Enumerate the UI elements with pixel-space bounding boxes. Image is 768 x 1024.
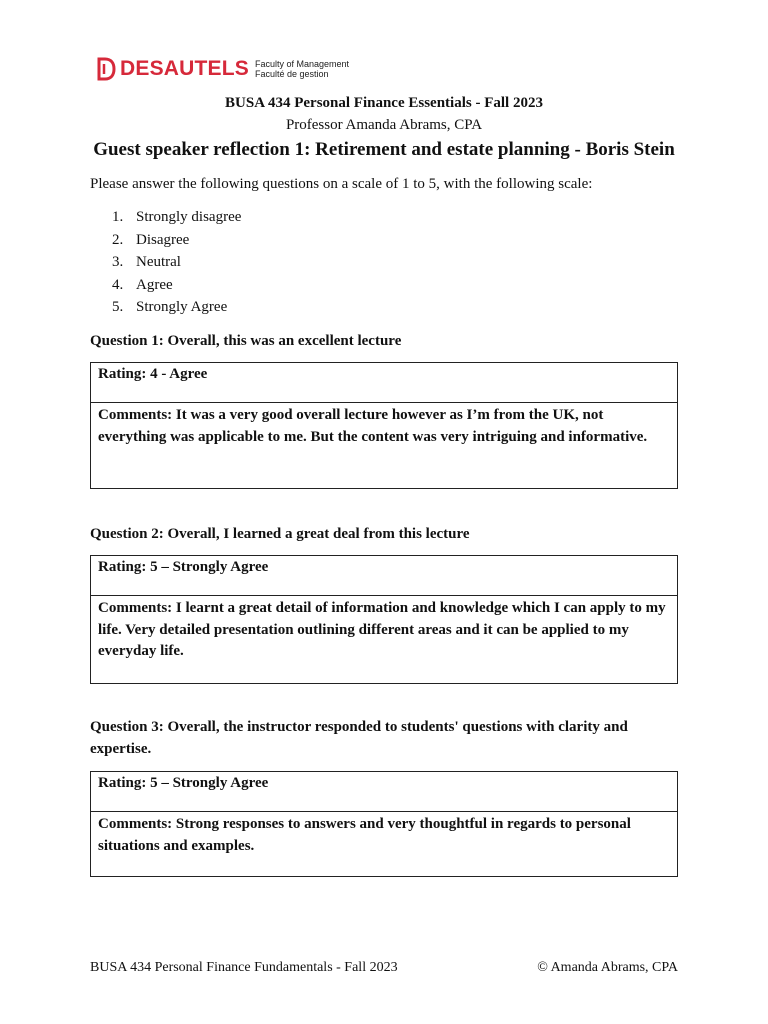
- desautels-logo: [96, 56, 349, 82]
- question-2-comments: Comments: I learnt a great detail of information and knowledge which I can apply to my life. Very detailed presentation outlining different areas and it can be applied to my everyday life.: [98, 600, 666, 659]
- scale-number: 1.: [112, 209, 124, 225]
- logo-subtitle-line2: Faculté de gestion: [254, 69, 329, 79]
- question-1-rating: Rating: 4 - Agree: [91, 363, 677, 403]
- footer-copyright: © Amanda Abrams, CPA: [537, 960, 678, 975]
- scale-number: 5.: [112, 299, 124, 316]
- scale-number: 2.: [112, 231, 124, 248]
- page-title: Guest speaker reflection 1: Retirement and estate planning - Boris Stein: [93, 139, 675, 160]
- scale-item: [112, 296, 241, 319]
- scale-label: Strongly Agree: [136, 299, 228, 316]
- logo-wordmark: DESAUTELS: [120, 57, 249, 80]
- question-2-text: Question 2: Overall, I learned a great deal from this lecture: [90, 526, 470, 542]
- logo-subtitle: [255, 59, 349, 79]
- scale-label: Strongly disagree: [136, 209, 242, 225]
- question-1-answer-box: [90, 362, 678, 489]
- logo-subtitle-line1: Faculty of Management: [254, 59, 350, 69]
- scale-item: [112, 206, 241, 229]
- scale-number: 3.: [112, 254, 124, 271]
- footer-course: BUSA 434 Personal Finance Fundamentals - Fall 2023: [90, 960, 398, 975]
- question-2-answer-box: [90, 555, 678, 684]
- scale-item: [112, 251, 241, 274]
- professor-name: Professor Amanda Abrams, CPA: [285, 117, 483, 133]
- question-3-rating: Rating: 5 – Strongly Agree: [91, 772, 677, 812]
- question-3-answer-box: [90, 771, 678, 877]
- course-title: BUSA 434 Personal Finance Essentials - Fall 2023: [225, 95, 543, 111]
- scale-label: Disagree: [136, 231, 190, 248]
- scale-label: Agree: [136, 276, 173, 293]
- rating-scale-list: [112, 206, 241, 319]
- question-3-comments: Comments: Strong responses to answers and very thoughtful in regards to personal situations and examples.: [98, 816, 631, 854]
- scale-number: 4.: [112, 276, 124, 293]
- scale-item: [112, 274, 241, 297]
- question-1-comments: Comments: It was a very good overall lecture however as I’m from the UK, not everything was applicable to me. But the content was very intriguing and informative.: [98, 407, 648, 445]
- instructions-text: Please answer the following questions on a scale of 1 to 5, with the following scale:: [90, 176, 593, 192]
- scale-label: Neutral: [136, 254, 181, 271]
- question-2-rating: Rating: 5 – Strongly Agree: [91, 556, 677, 596]
- desautels-logo-icon: [96, 57, 116, 81]
- question-1-text: Question 1: Overall, this was an excellent lecture: [90, 333, 402, 349]
- scale-item: [112, 229, 241, 252]
- question-3-text: Question 3: Overall, the instructor responded to students' questions with clarity and expertise.: [90, 719, 628, 757]
